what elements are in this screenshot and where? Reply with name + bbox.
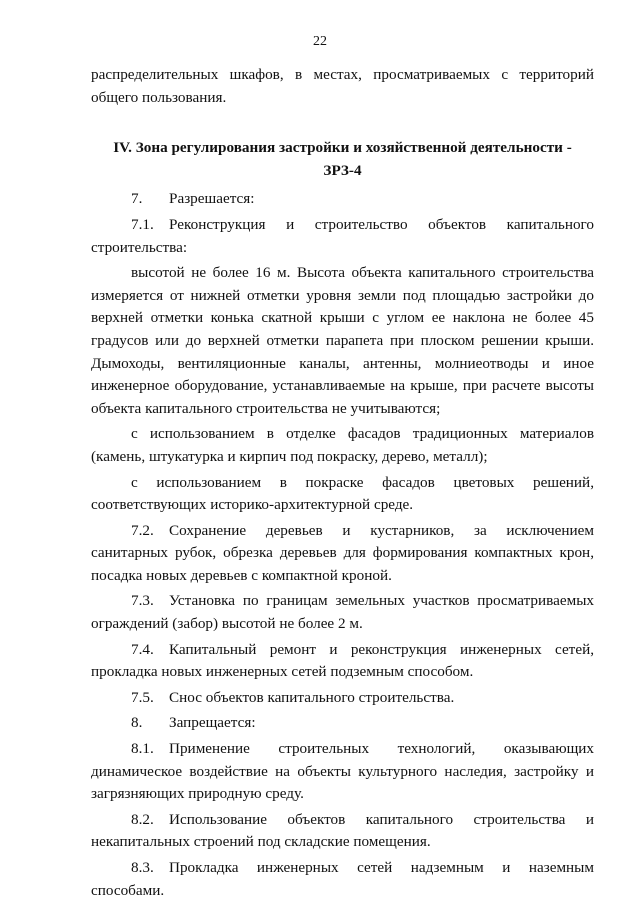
- page-number: 22: [313, 34, 327, 49]
- item-text: высотой не более 16 м. Высота объекта капитального строительства измеряется от нижней отметки уровня земли под площадью застройки до верхней отметки конька скатной крыши с углом ее наклона не более 45 градусов или до верхней отметки парапета при плоском решении крыши. Дымоходы, вентиляционные каналы, антенны, молниеотводы и иное инженерное оборудование, устанавливаемые на крыше, при расчете высоты объекта капитального строительства не учитываются;: [91, 264, 594, 417]
- item-text: Запрещается:: [169, 714, 256, 732]
- item-text: Установка по границам земельных участков просматриваемых ограждений (забор) высотой не более 2 м.: [91, 592, 594, 633]
- list-item: [91, 590, 594, 635]
- item-text: Снос объектов капитального строительства.: [169, 688, 455, 706]
- list-item: [91, 712, 594, 735]
- list-item: [91, 687, 594, 710]
- list-item: [91, 262, 594, 420]
- item-number: 7.3.: [131, 592, 154, 610]
- item-text: Капитальный ремонт и реконструкция инженерных сетей, прокладка новых инженерных сетей подземным способом.: [91, 640, 594, 681]
- item-number: 8.: [131, 714, 143, 732]
- item-number: 7.: [131, 190, 143, 208]
- item-number: 7.1.: [131, 215, 154, 233]
- list-item: [91, 214, 594, 259]
- list-item: [91, 188, 594, 211]
- section-heading-line2: ЗРЗ-4: [323, 161, 362, 179]
- list-item: [91, 738, 594, 806]
- item-number: 8.3.: [131, 859, 154, 876]
- section-heading: [91, 137, 594, 182]
- list-item: [91, 520, 594, 588]
- item-number: 7.5.: [131, 688, 154, 706]
- list-item: [91, 639, 594, 684]
- item-text: Сохранение деревьев и кустарников, за исключением санитарных рубок, обрезка деревьев для формирования компактных крон, посадка новых деревьев с компактной кроной.: [91, 521, 594, 584]
- item-text: Разрешается:: [169, 190, 255, 208]
- list-item: [91, 423, 594, 468]
- item-text: Прокладка инженерных сетей надземным и наземным способами.: [91, 859, 594, 899]
- item-number: 7.2.: [131, 521, 154, 539]
- item-number: 8.1.: [131, 740, 154, 758]
- item-text: Использование объектов капитального строительства и некапитальных строений под складские помещения.: [91, 810, 594, 851]
- list-item: [91, 809, 594, 854]
- item-text: с использованием в покраске фасадов цветовых решений, соответствующих историко-архитектурной среде.: [91, 473, 594, 514]
- item-number: 8.2.: [131, 810, 154, 828]
- item-text: Применение строительных технологий, оказывающих динамическое воздействие на объекты культурного наследия, застройку и загрязняющих природную среду.: [91, 740, 594, 803]
- list-item: [91, 472, 594, 517]
- list-item: [91, 857, 594, 902]
- item-text: с использованием в отделке фасадов традиционных материалов (камень, штукатурка и кирпич под покраску, дерево, металл);: [91, 425, 594, 465]
- document-body: [91, 64, 594, 902]
- item-number: 7.4.: [131, 640, 154, 658]
- intro-paragraph: распределительных шкафов, в местах, просматриваемых с территорий общего пользования.: [91, 66, 594, 106]
- section-heading-line1: IV. Зона регулирования застройки и хозяйственной деятельности -: [113, 139, 572, 157]
- item-text: Реконструкция и строительство объектов капитального строительства:: [91, 215, 594, 256]
